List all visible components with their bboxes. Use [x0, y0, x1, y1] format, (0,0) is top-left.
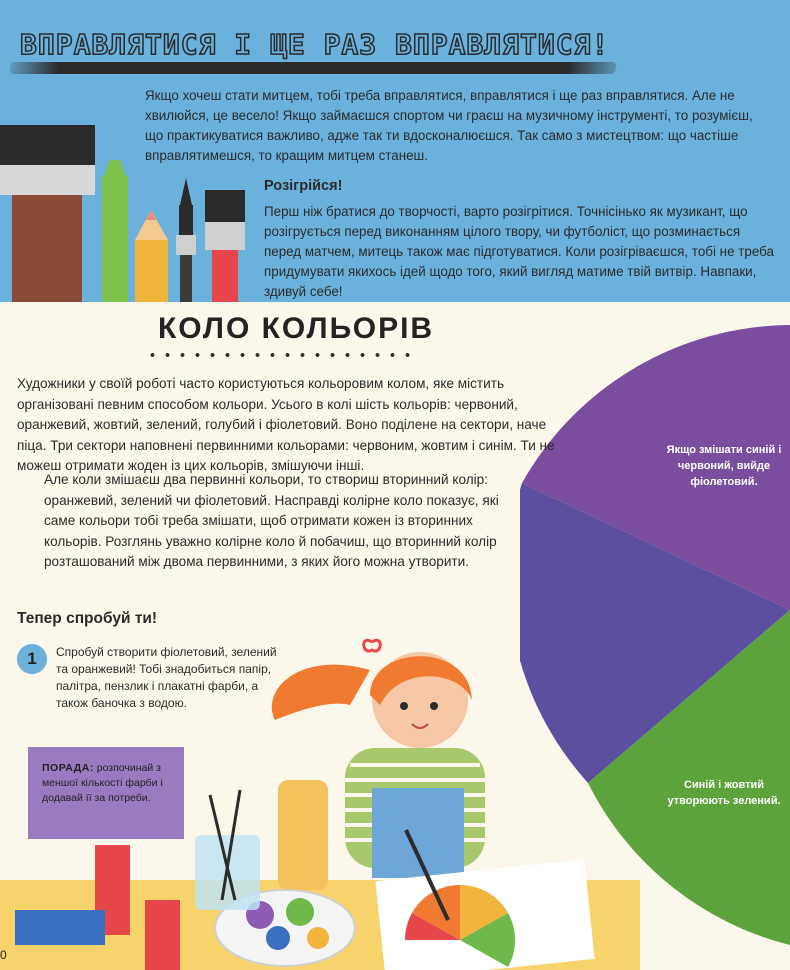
wheel-label-purple: Якщо змішати синій і червоний, вийде фіолетовий. [666, 444, 782, 488]
pencil-icon [135, 210, 168, 302]
page-headline: ВПРАВЛЯТИСЯ І ЩЕ РАЗ ВПРАВЛЯТИСЯ! [20, 28, 610, 61]
hair-bow-icon [364, 640, 381, 651]
try-heading: Тепер спробуй ти! [17, 610, 158, 627]
palette-blue-blob [266, 926, 290, 950]
section-title: КОЛО КОЛЬОРІВ [158, 312, 435, 345]
headline-underline [9, 62, 617, 74]
palette-yellow-blob [307, 927, 329, 949]
girl-overalls [372, 788, 464, 878]
page-number: 0 [0, 948, 7, 962]
section-paragraph-2: Але коли змішаєш два первинні кольори, то створиш вторинний колір: оранжевий, зелений чи фіолетовий. Насправді колірне коло показує, які саме кольори тобі треба змішати, щоб отримати кожен із вторинних кольорів. Розглянь уважно колірне коло й побачиш, що вторинний колір розташований між двома первинними, з яких його можна утворити. [44, 472, 499, 569]
girl-eye-right [430, 702, 438, 710]
thin-brush-icon [176, 178, 196, 302]
title-dotted-underline [145, 352, 415, 358]
wheel-label-green: Синій і жовтий утворюють зелений. [667, 779, 781, 807]
palette-green-blob [286, 898, 314, 926]
top-banner [0, 0, 790, 302]
flat-brush-icon [205, 190, 245, 302]
step-text: Спробуй створити фіолетовий, зелений та оранжевий! Тобі знадобиться папір, палітра, пензлик і плакатні фарби, а також баночка з водою. [56, 645, 277, 710]
paint-tube-red-2 [145, 900, 180, 970]
marker-icon [102, 160, 128, 302]
tip-text: розпочинай з меншої кількості фарби і додавай її за потреби. [42, 762, 163, 804]
warmup-heading: Розігрійся! [264, 178, 343, 194]
intro-paragraph: Якщо хочеш стати митцем, тобі треба вправлятися, вправлятися і ще раз вправлятися. Але не хвилюйся, це весело! Якщо займаєшся спортом чи граєш на музичному інструменті, то розумієш, що практикуватися важливо, адже так ти вдосконалюєшся. Так само з мистецтвом: що частіше вправлятимешся, то кращим митцем станеш. [145, 88, 753, 163]
tip-label: ПОРАДА: [42, 762, 94, 774]
step-number-badge: 1 [17, 644, 47, 674]
warmup-paragraph: Перш ніж братися до творчості, варто розігрітися. Точнісінько як музикант, що розігрується перед виконанням цілого твору, чи футболіст, що розминається перед матчем, митець також має підготуватися. Коли розігріваєшся, тобі не треба придумувати якихось ідей щодо того, який вигляд матиме твій витвір. Навпаки, здивуй себе! [264, 204, 774, 299]
tip-box [28, 747, 184, 839]
wide-brush-icon [0, 125, 95, 302]
chair [278, 780, 328, 890]
paint-tube-blue [15, 910, 105, 945]
girl-eye-left [400, 702, 408, 710]
section-paragraph-1: Художники у своїй роботі часто користуються кольоровим колом, яке містить організовані певним способом кольори. Усього в колі шість кольорів: червоний, оранжевий, жовтий, зелений, голубий і фіолетовий. Воно поділене на сектори, наче піца. Три сектори наповнені первинними кольорами: червоним, жовтим і синім. Ти не можеш отримати жоден із цих кольорів, змішуючи інші. [17, 376, 555, 473]
